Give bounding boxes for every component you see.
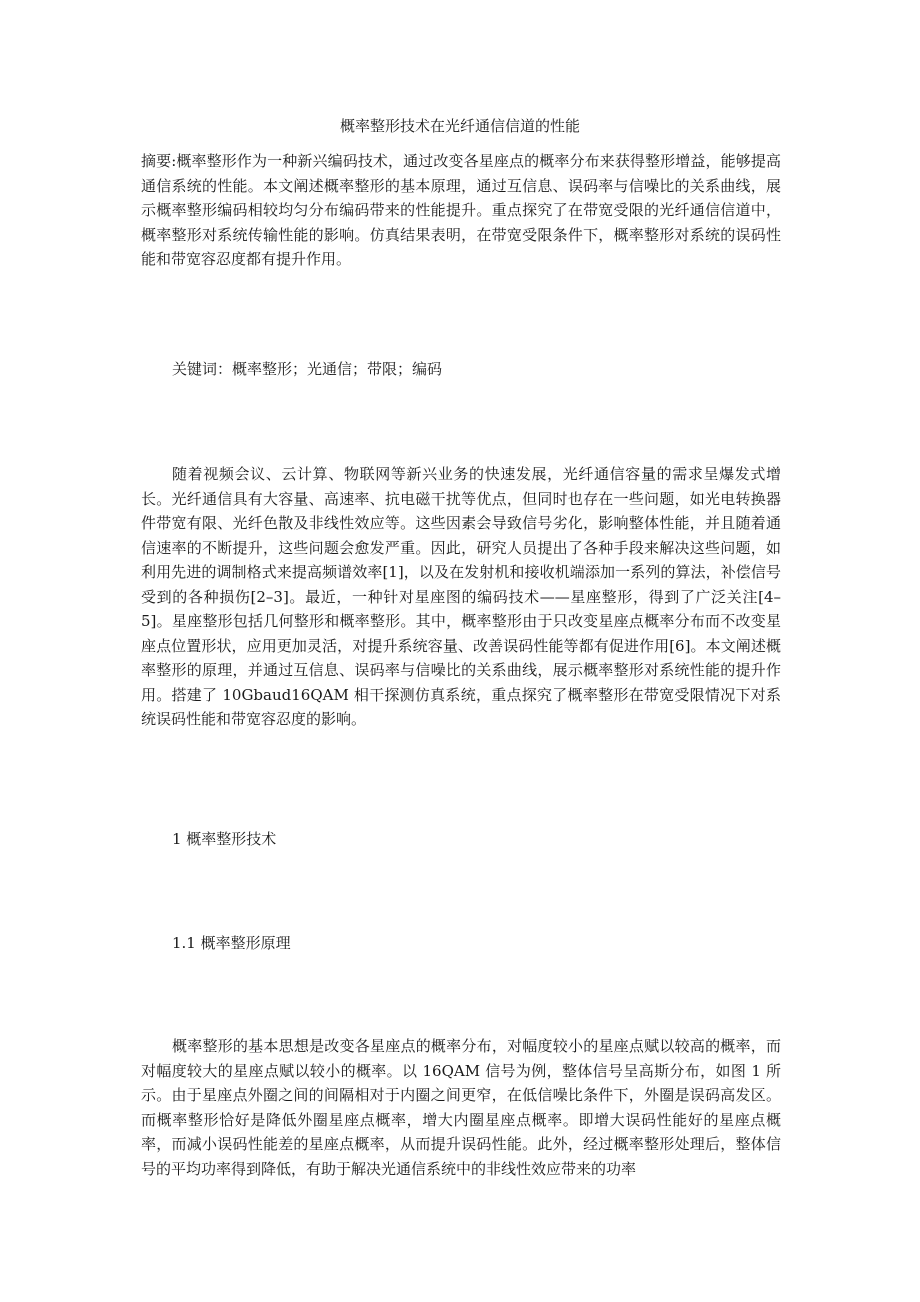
intro-paragraph: 随着视频会议、云计算、物联网等新兴业务的快速发展，光纤通信容量的需求呈爆发式增长。光纤通信具有大容量、高速率、抗电磁干扰等优点，但同时也存在一些问题，如光电转换器件带宽有限、光纤色散及非线性效应等。这些因素会导致信号劣化，影响整体性能，并且随着通信速率的不断提升，这些问题会愈发严重。因此，研究人员提出了各种手段来解决这些问题，如利用先进的调制格式来提高频谱效率[1]，以及在发射机和接收机端添加一系列的算法，补偿信号受到的各种损伤[2–3]。最近，一种针对星座图的编码技术——星座整形，得到了广泛关注[4–5]。星座整形包括几何整形和概率整形。其中，概率整形由于只改变星座点概率分布而不改变星座点位置形状，应用更加灵活，对提升系统容量、改善误码性能等都有促进作用[6]。本文阐述概率整形的原理，并通过互信息、误码率与信噪比的关系曲线，展示概率整形对系统性能的提升作用。搭建了 10Gbaud16QAM 相干探测仿真系统，重点探究了概率整形在带宽受限情况下对系统误码性能和带宽容忍度的影响。: [141, 465, 781, 728]
section-heading-1-1: 1.1 概率整形原理: [172, 934, 291, 952]
document-title: 概率整形技术在光纤通信信道的性能: [339, 117, 580, 135]
section-heading-1: 1 概率整形技术: [172, 830, 277, 848]
body-paragraph: 概率整形的基本思想是改变各星座点的概率分布，对幅度较小的星座点赋以较高的概率，而对幅度较大的星座点赋以较小的概率。以 16QAM 信号为例，整体信号呈高斯分布，如图 1 所示。由于星座点外圈之间的间隔相对于内圈之间更窄，在低信噪比条件下，外圈是误码高发区。而概率整形恰好是降低外圈星座点概率，增大内圈星座点概率。即增大误码性能好的星座点概率，而减小误码性能差的星座点概率，从而提升误码性能。此外，经过概率整形处理后，整体信号的平均功率得到降低，有助于解决光通信系统中的非线性效应带来的功率: [141, 1037, 781, 1178]
abstract-paragraph: 摘要:概率整形作为一种新兴编码技术，通过改变各星座点的概率分布来获得整形增益，能够提高通信系统的性能。本文阐述概率整形的基本原理，通过互信息、误码率与信噪比的关系曲线，展示概率整形编码相较均匀分布编码带来的性能提升。重点探究了在带宽受限的光纤通信信道中，概率整形对系统传输性能的影响。仿真结果表明，在带宽受限条件下，概率整形对系统的误码性能和带宽容忍度都有提升作用。: [141, 152, 781, 268]
keywords-line: 关键词：概率整形；光通信；带限；编码: [172, 360, 443, 378]
